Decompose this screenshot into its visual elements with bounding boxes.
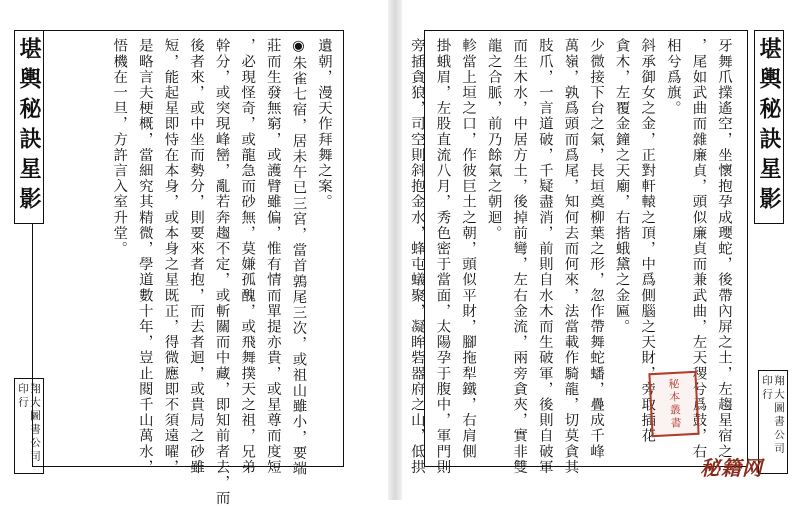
text-column: ◉朱雀七宿，居未午已三宮，當首鶉尾三次，或祖山雖小，要端 — [290, 38, 307, 477]
text-column: 斜承御女之金，正對軒轅之頂，中爲側腦之天財，旁取插花 — [639, 38, 656, 444]
text-column: 旁插貪狼，司空則斜抱金水，蜂屯蟻聚，凝眸砦器府之山，低拱 — [408, 38, 425, 475]
text-column: 莊而生發無窮，或護臂雖偏，惟有情而單提亦貴，或星尊而度短 — [264, 38, 281, 475]
text-column: 幹分，或突現峰巒，亂若奔趨不定，或斬關而中藏，即知前者去，而 — [213, 38, 230, 506]
text-column: ，必現怪奇，或龍急而砂無，莫嫌孤醜，或飛舞撲天之祖，兄弟 — [239, 38, 256, 475]
book-gutter — [388, 0, 402, 500]
right-page — [404, 8, 792, 488]
text-column: 牙舞爪擈遙空，坐懷抱孕成瓔蛇，後帶內屏之土，左趨星宿之 — [716, 38, 732, 460]
text-column: 貪木，左覆金鐘之天廟，右揩蛾黛之金匾。 — [613, 38, 630, 335]
right-page-title: 堪輿秘訣星影 — [754, 30, 784, 224]
text-column: ，尾如武曲而雜廉貞，頭似廉貞而兼武曲，左天稷兮爲鼓，右 — [690, 38, 707, 460]
right-page-publisher: 翔大圖書公司印行 — [758, 370, 788, 474]
red-seal-stamp: 秘本叢書 — [648, 371, 699, 437]
text-column: 龍之合脈，前乃餘氣之朝迴。 — [485, 38, 502, 241]
text-column: 悟機在一旦，方許言入室升堂。 — [111, 38, 128, 257]
text-column: 萬嶺，孰爲頭而爲尾，知何去而何來，法當載作騎龍，切莫貪其 — [562, 38, 579, 475]
text-column: 後者來，或中坐而勢分，則要來者抱，而去者迴，或貴局之砂雖 — [188, 38, 205, 475]
watermark-logo: 秘籍网 — [700, 456, 763, 480]
text-column: 是略言夫梗概，當細究其精微，學道數十年，豈止閱千山萬水， — [136, 38, 153, 475]
text-column: 遺朝，漫天作拜舞之案。 — [316, 38, 332, 210]
left-page-text — [40, 38, 336, 506]
text-column: 短，能起星即恃在本身，或本身之星既正，得微應即不須遠曜， — [162, 38, 179, 475]
text-column: 掛蛾眉，左股直流八月，秀色密于當面，太陽孕于腹中，軍門則 — [434, 38, 451, 475]
text-column: 相兮爲旗。 — [664, 38, 681, 116]
left-page — [8, 8, 386, 506]
text-column: 肢爪，一言道破，千疑盡消，前則自水木而生破軍，後則自破軍 — [536, 38, 553, 475]
left-page-publisher: 翔大圖書公司印行 — [14, 378, 44, 474]
left-page-title: 堪輿秘訣星影 — [14, 30, 44, 224]
text-column: 而生木水，中居方土，後掉前彎，左右金流，兩旁貪夾，實非雙 — [511, 38, 528, 475]
text-column: 少微接下台之氣，長垣奠柳葉之形，忽作帶舞蛇蟠，疊成千峰 — [588, 38, 605, 460]
text-column: 軫當上垣之口，作彼巨土之朝，頭似平財，腳拖犁鐵，右肩側 — [460, 38, 477, 460]
